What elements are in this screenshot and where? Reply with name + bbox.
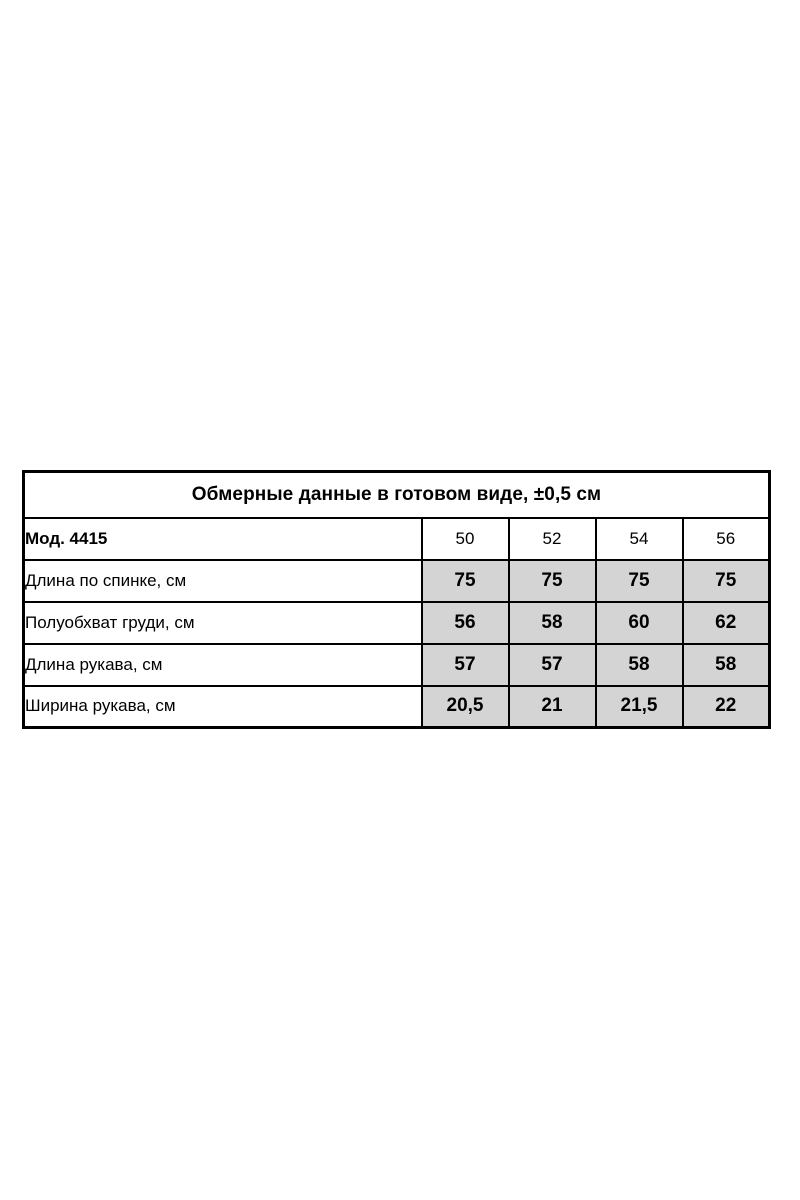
cell-back-length-54: 75 (596, 560, 683, 602)
model-label: Мод. 4415 (24, 518, 422, 560)
table-title-row (24, 472, 770, 518)
table-row (24, 560, 770, 602)
cell-half-chest-50: 56 (422, 602, 509, 644)
cell-half-chest-56: 62 (683, 602, 770, 644)
cell-back-length-56: 75 (683, 560, 770, 602)
size-header-54: 54 (596, 518, 683, 560)
cell-sleeve-width-52: 21 (509, 686, 596, 728)
cell-half-chest-54: 60 (596, 602, 683, 644)
row-label-half-chest: Полуобхват груди, см (24, 602, 422, 644)
size-chart-container (22, 470, 768, 729)
size-header-50: 50 (422, 518, 509, 560)
cell-back-length-52: 75 (509, 560, 596, 602)
table-title: Обмерные данные в готовом виде, ±0,5 см (24, 472, 770, 518)
cell-sleeve-width-54: 21,5 (596, 686, 683, 728)
table-row (24, 686, 770, 728)
size-header-56: 56 (683, 518, 770, 560)
table-header-row (24, 518, 770, 560)
table-row (24, 602, 770, 644)
cell-back-length-50: 75 (422, 560, 509, 602)
cell-half-chest-52: 58 (509, 602, 596, 644)
measurements-table (22, 470, 771, 729)
row-label-sleeve-length: Длина рукава, см (24, 644, 422, 686)
table-row (24, 644, 770, 686)
size-header-52: 52 (509, 518, 596, 560)
cell-sleeve-length-50: 57 (422, 644, 509, 686)
row-label-sleeve-width: Ширина рукава, см (24, 686, 422, 728)
cell-sleeve-length-52: 57 (509, 644, 596, 686)
row-label-back-length: Длина по спинке, см (24, 560, 422, 602)
cell-sleeve-width-50: 20,5 (422, 686, 509, 728)
cell-sleeve-width-56: 22 (683, 686, 770, 728)
cell-sleeve-length-56: 58 (683, 644, 770, 686)
cell-sleeve-length-54: 58 (596, 644, 683, 686)
